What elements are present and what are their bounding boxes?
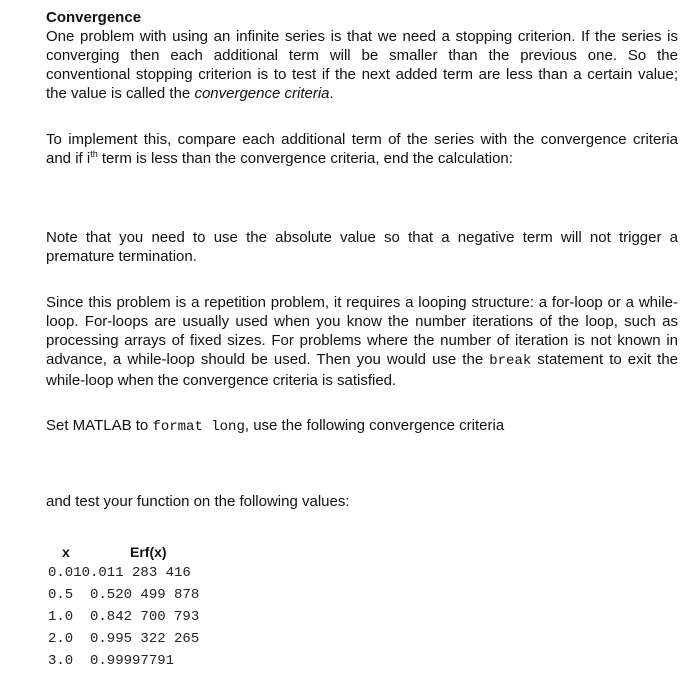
table-row: 1.0 0.842 700 793 — [48, 609, 200, 625]
table-row: 0.010.011 283 416 — [48, 565, 191, 581]
p5-text-a: Set MATLAB to — [46, 417, 153, 434]
table-row: 2.0 0.995 322 265 — [48, 631, 200, 647]
p4-code-break: break — [489, 353, 532, 369]
p5-text-b: , use the following convergence criteria — [244, 417, 505, 434]
paragraph-stopping-criterion — [46, 27, 678, 103]
header-x: x — [62, 544, 70, 560]
table-header — [48, 542, 199, 562]
table-row: 3.0 0.99997791 — [48, 653, 175, 669]
p4-text-b: statement to exit the while-loop when the convergence criteria is satisfied. — [46, 351, 679, 389]
section-heading: Convergence — [46, 9, 142, 26]
paragraph-implementation — [46, 130, 678, 168]
p2-superscript: th — [90, 149, 98, 159]
header-erf: Erf(x) — [130, 544, 167, 560]
paragraph-absolute-value: Note that you need to use the absolute value so that a negative term will not trigger a premature termination. — [46, 229, 678, 265]
paragraph-test-values: and test your function on the following values: — [46, 493, 350, 510]
paragraph-looping — [46, 293, 678, 390]
paragraph-format-long — [46, 416, 678, 437]
p2-text-b: term is less than the convergence criteria, end the calculation: — [97, 150, 513, 167]
p5-code-format: format long — [152, 419, 245, 435]
values-table — [48, 542, 199, 672]
p1-text: One problem with using an infinite series is that we need a stopping criterion. If the series is converging then each additional term will be smaller than the previous one. So the conventional stopping criterion is to test if the next added term are less than a certain value; the value is called the — [46, 28, 678, 102]
p1-end: . — [329, 85, 334, 102]
document-page — [46, 8, 679, 669]
p4-text-a: Since this problem is a repetition problem, it requires a looping structure: a for-loop or a while-loop. For-loops are usually used when you know the number iterations of the loop, such as processing arrays of fixed sizes. For problems where the number of iteration is not known in advance, a while-loop should be used. Then you would use the — [46, 294, 678, 368]
table-row: 0.5 0.520 499 878 — [48, 587, 200, 603]
p1-emphasis: convergence criteria — [194, 85, 330, 102]
p2-text-a: To implement this, compare each additional term of the series with the convergence criteria and if i — [46, 131, 678, 167]
